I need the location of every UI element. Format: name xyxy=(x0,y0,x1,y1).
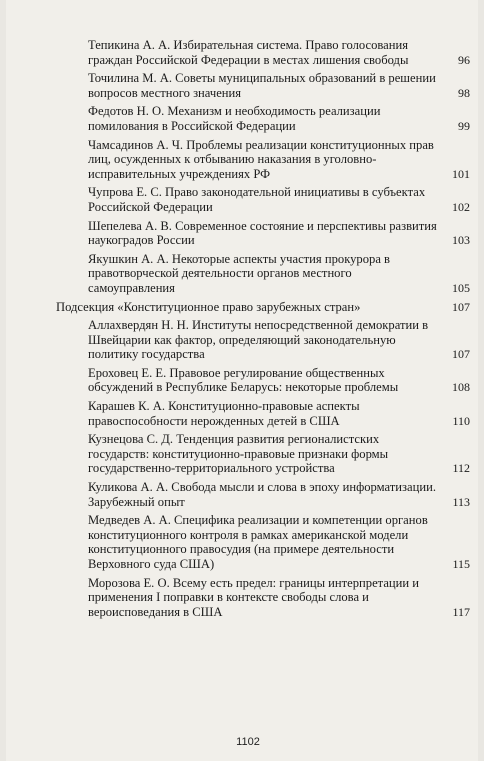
toc-entry-text: Точилина М. А. Советы муниципальных образований в решении вопросов местного значения xyxy=(88,71,436,100)
toc-entry xyxy=(56,38,476,67)
toc-entry-text: Якушкин А. А. Некоторые аспекты участия прокурора в правотворческой деятельности органов местного самоуправления xyxy=(88,251,391,295)
toc-entry xyxy=(56,576,476,620)
toc-page-number: 99 xyxy=(458,118,470,133)
toc-page-number: 107 xyxy=(452,347,470,362)
toc-entry xyxy=(56,366,476,395)
toc-entry-text: Чамсадинов А. Ч. Проблемы реализации конституционных прав лиц, осужденных к отбыванию наказания в уголовно-исправительных учреждениях РФ xyxy=(88,137,434,181)
toc-page-number: 101 xyxy=(452,166,470,181)
toc-page-number: 98 xyxy=(458,85,470,100)
toc-entry xyxy=(56,480,476,509)
toc-page-number: 102 xyxy=(452,199,470,214)
book-page xyxy=(6,0,478,761)
toc-page-number: 110 xyxy=(452,413,470,428)
table-of-contents xyxy=(56,38,476,623)
toc-entry xyxy=(56,185,476,214)
toc-entry-text: Ероховец Е. Е. Правовое регулирование общественных обсуждений в Республике Беларусь: некоторые проблемы xyxy=(88,365,399,395)
toc-section-heading xyxy=(56,300,476,315)
toc-entry-text: Медведев А. А. Специфика реализации и компетенции органов конституционного контроля в рамках американской модели конституционного правосудия (на примере деятельности Верховного суда США) xyxy=(88,513,428,571)
toc-entry-text: Тепикина А. А. Избирательная система. Право голосования граждан Российской Федерации в местах лишения свободы xyxy=(88,38,409,67)
toc-page-number: 107 xyxy=(452,299,470,314)
toc-page-number: 108 xyxy=(452,380,470,395)
toc-page-number: 96 xyxy=(458,52,470,67)
toc-entry xyxy=(56,219,476,248)
toc-entry-text: Чупрова Е. С. Право законодательной инициативы в субъектах Российской Федерации xyxy=(88,185,426,214)
toc-page-number: 105 xyxy=(452,280,470,295)
toc-section-text: Подсекция «Конституционное право зарубежных стран» xyxy=(56,299,361,314)
toc-entry-text: Куликова А. А. Свобода мысли и слова в эпоху информатизации. Зарубежный опыт xyxy=(88,480,436,509)
toc-entry xyxy=(56,138,476,182)
toc-entry xyxy=(56,318,476,362)
toc-page-number: 113 xyxy=(452,494,470,509)
toc-entry-text: Шепелева А. В. Современное состояние и перспективы развития наукоградов России xyxy=(88,218,437,248)
toc-page-number: 115 xyxy=(452,557,470,571)
toc-entry xyxy=(56,71,476,100)
toc-entry-text: Федотов Н. О. Механизм и необходимость реализации помилования в Российской Федерации xyxy=(88,104,381,133)
toc-entry-text: Кузнецова С. Д. Тенденция развития регионалистских государств: конституционно-правовые признаки формы государственно-территориального устройства xyxy=(88,432,389,476)
page-footer-number: 1102 xyxy=(236,736,260,748)
toc-entry xyxy=(56,513,476,571)
toc-page-number: 112 xyxy=(452,461,470,476)
toc-page-number: 117 xyxy=(452,604,470,619)
toc-entry-text: Морозова Е. О. Всему есть предел: границы интерпретации и применения I поправки в контексте свободы слова и вероисповедания в США xyxy=(88,575,420,619)
toc-entry xyxy=(56,252,476,296)
toc-entry-text: Карашев К. А. Конституционно-правовые аспекты правоспособности нерожденных детей в США xyxy=(88,399,360,428)
toc-entry xyxy=(56,432,476,476)
toc-page-number: 103 xyxy=(452,233,470,248)
toc-entry xyxy=(56,104,476,133)
toc-entry-text: Аллахвердян Н. Н. Институты непосредственной демократии в Швейцарии как фактор, определяющий законодательную политику государства xyxy=(88,318,429,362)
toc-entry xyxy=(56,399,476,428)
